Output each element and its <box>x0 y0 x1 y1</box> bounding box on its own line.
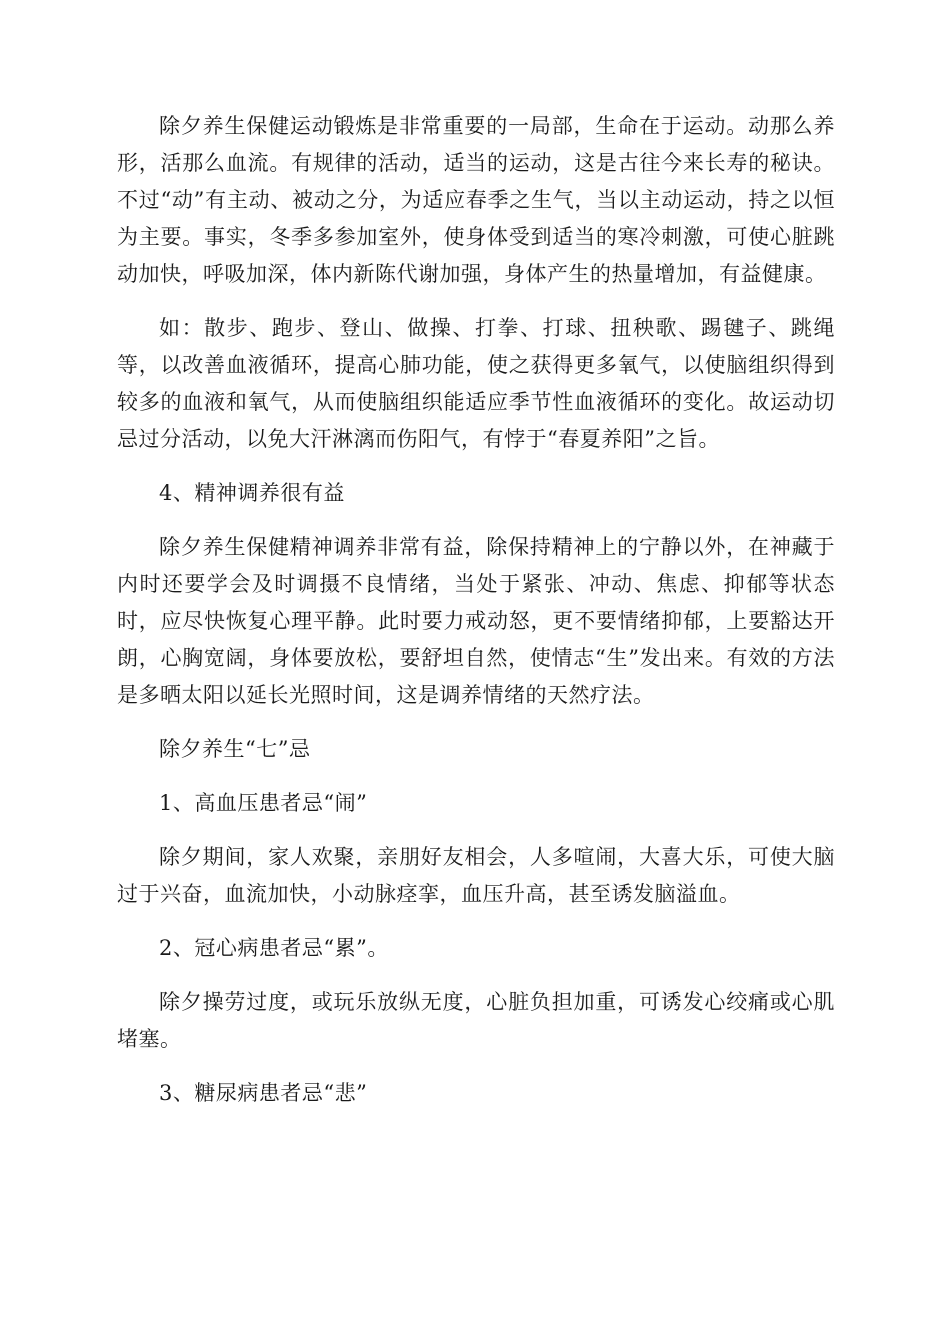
paragraph-exercise: 除夕养生保健运动锻炼是非常重要的一局部，生命在于运动。动那么养形，活那么血流。有规律的活动，适当的运动，这是古往今来长寿的秘诀。不过“动”有主动、被动之分，为适应春季之生气，当以主动运动，持之以恒为主要。事实，冬季多参加室外，使身体受到适当的寒冷刺激，可使心脏跳动加快，呼吸加深，体内新陈代谢加强，身体产生的热量增加，有益健康。 <box>117 114 835 286</box>
paragraph-mental-care: 除夕养生保健精神调养非常有益，除保持精神上的宁静以外，在神藏于内时还要学会及时调摄不良情绪，当处于紧张、冲动、焦虑、抑郁等状态时，应尽快恢复心理平静。此时要力戒动怒，更不要情绪抑郁，上要豁达开朗，心胸宽阔，身体要放松，要舒坦自然，使情志“生”发出来。有效的方法是多晒太阳以延长光照时间，这是调养情绪的天然疗法。 <box>117 535 835 707</box>
item-heading-diabetes: 3、糖尿病患者忌“悲” <box>159 1081 368 1105</box>
section-heading-seven-taboos: 除夕养生“七”忌 <box>159 737 311 761</box>
paragraph-exercise-examples: 如：散步、跑步、登山、做操、打拳、打球、扭秧歌、踢毽子、跳绳等，以改善血液循环，提高心肺功能，使之获得更多氧气，以使脑组织得到较多的血液和氧气，从而使脑组织能适应季节性血液循环的变化。故运动切忌过分活动，以免大汗淋漓而伤阳气，有悖于“春夏养阳”之旨。 <box>117 316 835 451</box>
section-heading-mental-care: 4、精神调养很有益 <box>159 481 345 505</box>
item-heading-hypertension: 1、高血压患者忌“闹” <box>159 791 368 815</box>
paragraph-coronary: 除夕操劳过度，或玩乐放纵无度，心脏负担加重，可诱发心绞痛或心肌堵塞。 <box>117 990 835 1051</box>
document-page <box>117 108 835 1129</box>
item-heading-coronary: 2、冠心病患者忌“累”。 <box>159 936 389 960</box>
paragraph-hypertension: 除夕期间，家人欢聚，亲朋好友相会，人多喧闹，大喜大乐，可使大脑过于兴奋，血流加快，小动脉痉挛，血压升高，甚至诱发脑溢血。 <box>117 845 835 906</box>
